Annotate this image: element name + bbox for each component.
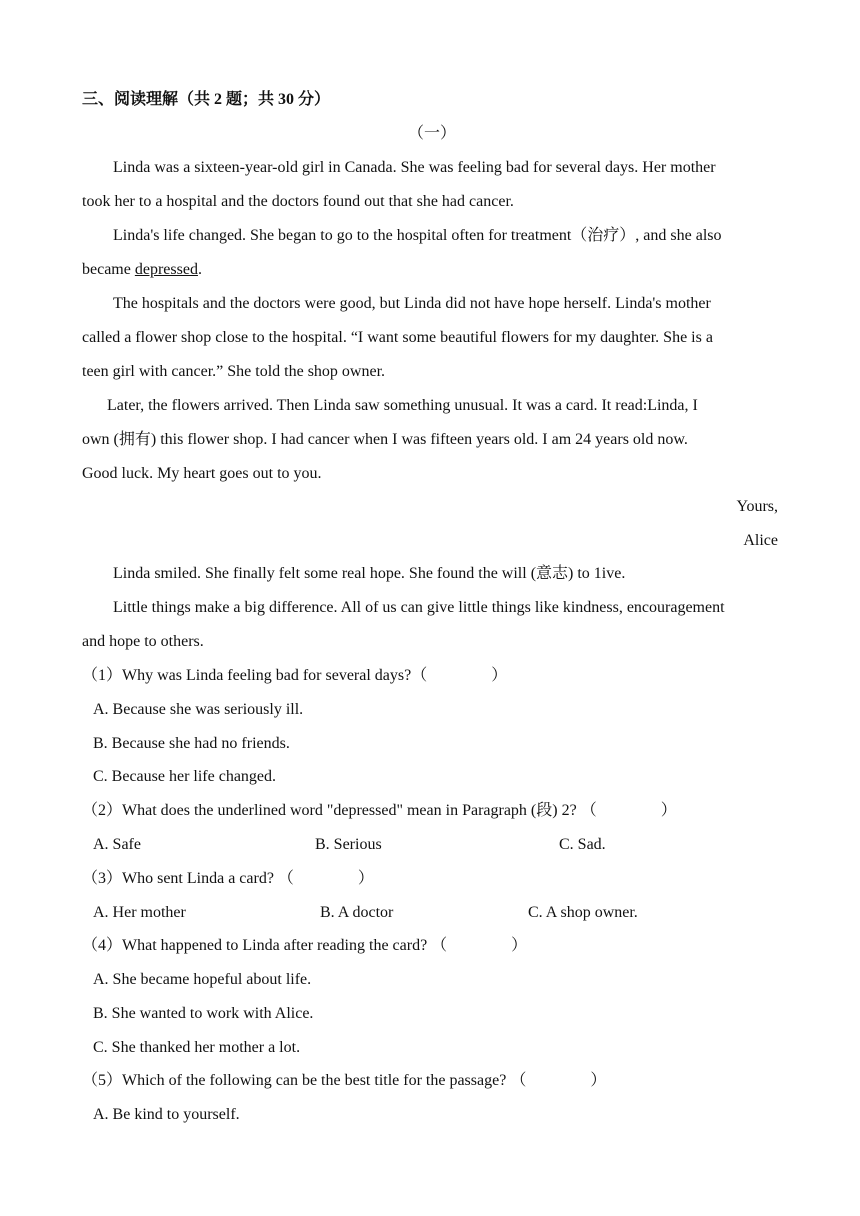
question-5-stem: （5）Which of the following can be the best title for the passage? （ ） [82, 1072, 607, 1089]
signature-name: Alice [743, 532, 778, 549]
passage-paragraph-2-line-1: Linda's life changed. She began to go to the hospital often for treatment（治疗）, and she also [113, 227, 722, 244]
passage-paragraph-3-line-2: called a flower shop close to the hospital. “I want some beautiful flowers for my daughter. She is a [82, 329, 713, 346]
question-1-stem: （1）Why was Linda feeling bad for several days?（ ） [82, 667, 508, 684]
question-2-option-c: C. Sad. [559, 836, 606, 853]
question-4-option-a: A. She became hopeful about life. [93, 971, 312, 988]
passage-number: （一） [407, 125, 456, 142]
question-4-option-c: C. She thanked her mother a lot. [93, 1039, 301, 1056]
passage-text: . [197, 261, 202, 278]
question-4-option-b: B. She wanted to work with Alice. [93, 1005, 314, 1022]
question-3-stem: （3）Who sent Linda a card? （ ） [82, 870, 374, 887]
underlined-word: depressed [134, 261, 198, 278]
passage-paragraph-5-line-1: Linda smiled. She finally felt some real hope. She found the will (意志) to 1ive. [113, 565, 626, 582]
question-3-option-b: B. A doctor [320, 904, 394, 921]
passage-paragraph-6-line-1: Little things make a big difference. All of us can give little things like kindness, encouragement [113, 599, 725, 616]
question-5-option-a: A. Be kind to yourself. [93, 1106, 240, 1123]
question-3-option-a: A. Her mother [93, 904, 186, 921]
signature-closing: Yours, [736, 498, 778, 515]
question-4-stem: （4）What happened to Linda after reading the card? （ ） [82, 937, 528, 954]
passage-paragraph-3-line-3: teen girl with cancer.” She told the shop owner. [82, 363, 386, 380]
question-3-option-c: C. A shop owner. [528, 904, 638, 921]
section-heading: 三、阅读理解（共 2 题；共 30 分） [82, 91, 331, 108]
passage-text: became [82, 261, 135, 278]
passage-paragraph-1-line-1: Linda was a sixteen-year-old girl in Canada. She was feeling bad for several days. Her mother [113, 159, 716, 176]
passage-paragraph-1-line-2: took her to a hospital and the doctors found out that she had cancer. [82, 193, 514, 210]
question-1-option-c: C. Because her life changed. [93, 768, 277, 785]
question-2-option-a: A. Safe [93, 836, 141, 853]
question-2-option-b: B. Serious [315, 836, 382, 853]
passage-paragraph-6-line-2: and hope to others. [82, 633, 204, 650]
passage-paragraph-4-line-2: own (拥有) this flower shop. I had cancer when I was fifteen years old. I am 24 years old now. [82, 431, 688, 448]
passage-paragraph-4-line-1: Later, the flowers arrived. Then Linda saw something unusual. It was a card. It read:Linda, I [107, 397, 698, 414]
passage-paragraph-3-line-1: The hospitals and the doctors were good, but Linda did not have hope herself. Linda's mother [113, 295, 711, 312]
question-2-stem: （2）What does the underlined word "depressed" mean in Paragraph (段) 2? （ ） [82, 802, 677, 819]
question-1-option-b: B. Because she had no friends. [93, 735, 290, 752]
passage-paragraph-4-line-3: Good luck. My heart goes out to you. [82, 465, 322, 482]
question-1-option-a: A. Because she was seriously ill. [93, 701, 304, 718]
passage-paragraph-2-line-2 [82, 260, 782, 280]
